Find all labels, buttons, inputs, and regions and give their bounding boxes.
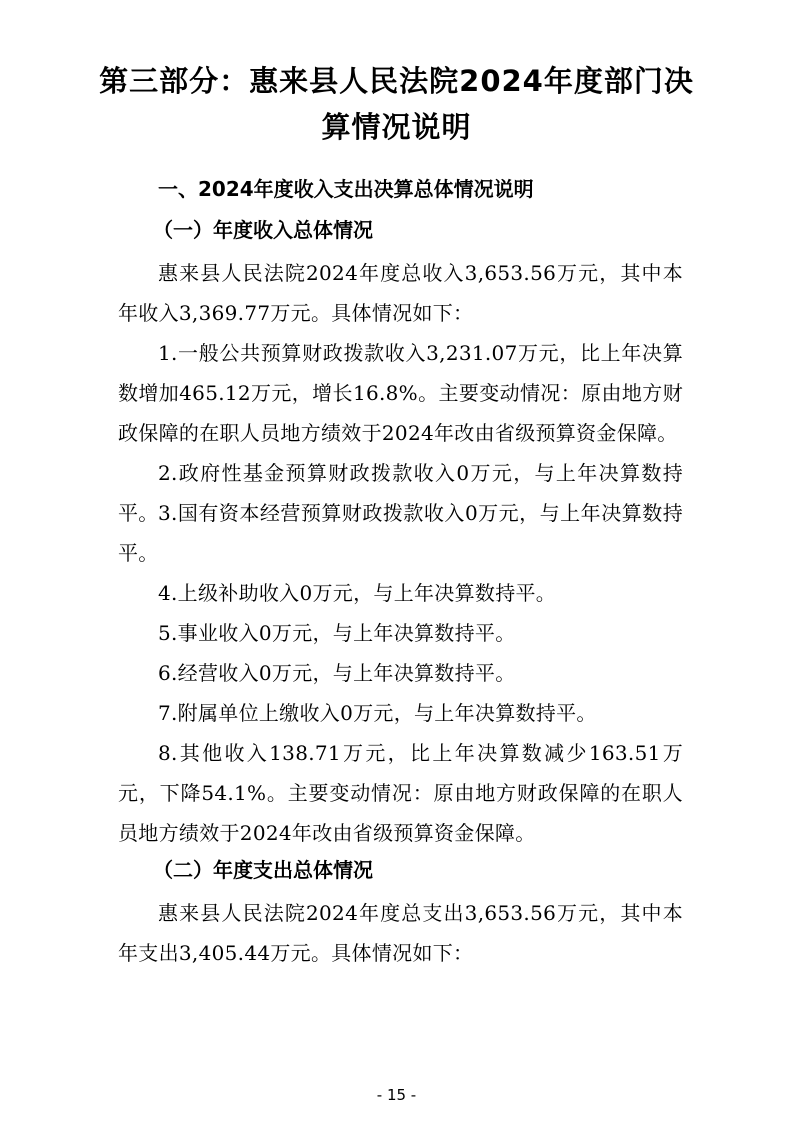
income-item-6: 6.经营收入0万元，与上年决算数持平。 (158, 661, 516, 685)
document-title-line-2: 算情况说明 (321, 110, 472, 144)
income-item-8: 8.其他收入138.71万元，比上年决算数减少163.51万元，下降54.1%。主要变动情况：原由地方财政保障的在职人员地方绩效于2024年改由省级预算资金保障。 (118, 741, 683, 845)
income-intro-paragraph: 惠来县人民法院2024年度总收入3,653.56万元，其中本年收入3,369.77万元。具体情况如下： (118, 261, 683, 325)
subsection-heading-expense: （二）年度支出总体情况 (153, 858, 373, 882)
subsection-heading-income: （一）年度收入总体情况 (153, 218, 373, 242)
income-item-7: 7.附属单位上缴收入0万元，与上年决算数持平。 (158, 701, 597, 725)
income-item-5: 5.事业收入0万元，与上年决算数持平。 (158, 621, 516, 645)
income-item-3: 3.国有资本经营预算财政拨款收入0万元，与上年决算数持平。 (118, 501, 683, 565)
page-number: - 15 - (376, 1086, 417, 1104)
income-item-4: 4.上级补助收入0万元，与上年决算数持平。 (158, 581, 557, 605)
income-item-2: 2.政府性基金预算财政拨款收入0万元，与上年决算数持平。 (118, 461, 683, 525)
expense-intro-paragraph: 惠来县人民法院2024年度总支出3,653.56万元，其中本年支出3,405.44万元。具体情况如下： (118, 901, 683, 965)
document-title-line-1: 第三部分：惠来县人民法院2024年度部门决 (99, 64, 694, 98)
section-heading: 一、2024年度收入支出决算总体情况说明 (158, 177, 534, 201)
income-item-1: 1.一般公共预算财政拨款收入3,231.07万元，比上年决算数增加465.12万元，增长16.8%。主要变动情况：原由地方财政保障的在职人员地方绩效于2024年改由省级预算资金保障。 (118, 341, 683, 445)
